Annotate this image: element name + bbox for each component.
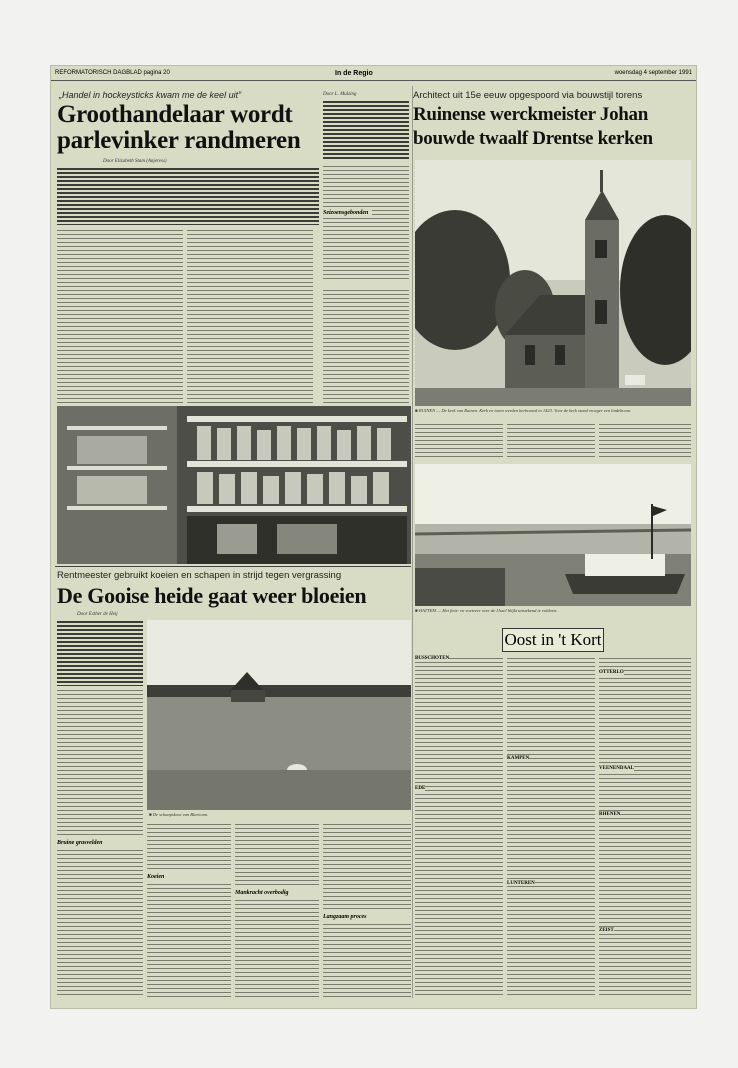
article4-column4b xyxy=(323,922,411,998)
article1-column3 xyxy=(323,164,409,282)
oost-entry-8: ZEIST xyxy=(599,928,614,933)
article1-subhead: Seizoensgebonden xyxy=(323,210,372,216)
article2-lead-text xyxy=(323,100,409,160)
ferry-photo xyxy=(415,464,691,606)
article4-subhead-3: Mankracht overbodig xyxy=(235,890,289,896)
article3-kicker: Architect uit 15e eeuw opgespoord via bouwstijl torens xyxy=(413,90,643,101)
article1-headline-line2: parlevinker randmeren xyxy=(57,127,301,154)
article4-byline: Door Esther de Heij xyxy=(77,612,118,617)
article4-kicker: Rentmeester gebruikt koeien en schapen in strijd tegen vergrassing xyxy=(57,570,342,581)
oost-entry-5: OTTERLO xyxy=(599,670,624,675)
oost-entry-3: KAMPEN xyxy=(507,756,530,761)
newspaper-page xyxy=(50,65,697,1009)
sheepfold-photo xyxy=(147,620,411,810)
article4-subhead-1: Bruine grasvelden xyxy=(57,840,103,846)
article4-column4 xyxy=(323,822,411,910)
article2-text-b xyxy=(507,422,595,458)
oost-entry-6: RHENEN xyxy=(599,812,621,817)
article1-headline-line1: Groothandelaar wordt xyxy=(57,101,293,128)
ferry-photo-caption: ■ HATTEM — Het fiets- en voetveer over de IJssel blijkt uitstekend te voldoen. xyxy=(415,608,558,613)
oost-entry-1: BUSSCHOTEN xyxy=(415,656,450,661)
article1-byline: Door Elizabeth Stam (Anjeress) xyxy=(103,159,167,164)
oost-entry-7: VEENENDAAL xyxy=(599,766,635,771)
article4-subhead-4: Langzaam proces xyxy=(323,914,367,920)
shelves-photo xyxy=(57,406,411,564)
page-header xyxy=(51,66,696,81)
article4-column1b xyxy=(57,848,143,998)
article1-column2 xyxy=(187,228,313,403)
paper-name: REFORMATORISCH DAGBLAD pagina 20 xyxy=(55,70,170,76)
section-title: In de Regio xyxy=(335,69,373,77)
article4-headline: De Gooise heide gaat weer bloeien xyxy=(57,583,367,608)
article4-subhead-2: Koeien xyxy=(147,874,165,880)
article4-column3 xyxy=(235,822,319,886)
oost-entry-4: LUNTEREN xyxy=(507,881,535,886)
sheepfold-photo-caption: ■ De schaapskooi van Blaricum. xyxy=(149,812,209,817)
oost-column2 xyxy=(507,656,595,998)
article1-column4 xyxy=(323,288,409,403)
article3-headline-line1: Ruinense werckmeister Johan xyxy=(413,104,649,125)
article4-column1 xyxy=(57,688,143,838)
oost-in-t-kort-heading: Oost in 't Kort xyxy=(502,628,604,652)
article2-text-a xyxy=(415,422,503,458)
issue-date: woensdag 4 september 1991 xyxy=(614,70,692,76)
article1-kicker: „Handel in hockeysticks kwam me de keel uit” xyxy=(59,90,242,100)
church-photo-caption: ■ RUINEN — De kerk van Ruinen. Kerk en toren werden herbouwd in 1423. Voor de kerk stond vroeger een lindeboom. xyxy=(415,408,632,413)
church-photo xyxy=(415,160,691,406)
article4-column2b xyxy=(147,882,231,998)
article2-byline: Door L. Mulzing xyxy=(323,92,357,97)
oost-column3 xyxy=(599,656,691,998)
article1-lead-text xyxy=(57,167,319,225)
oost-entry-2: EDE xyxy=(415,786,426,791)
article2-text-c xyxy=(599,422,691,458)
oost-column1 xyxy=(415,656,503,998)
article4-column2 xyxy=(147,822,231,870)
article3-headline-line2: bouwde twaalf Drentse kerken xyxy=(413,128,653,149)
article4-lead-text xyxy=(57,620,143,686)
article1-column1 xyxy=(57,228,183,403)
article4-column3b xyxy=(235,898,319,998)
